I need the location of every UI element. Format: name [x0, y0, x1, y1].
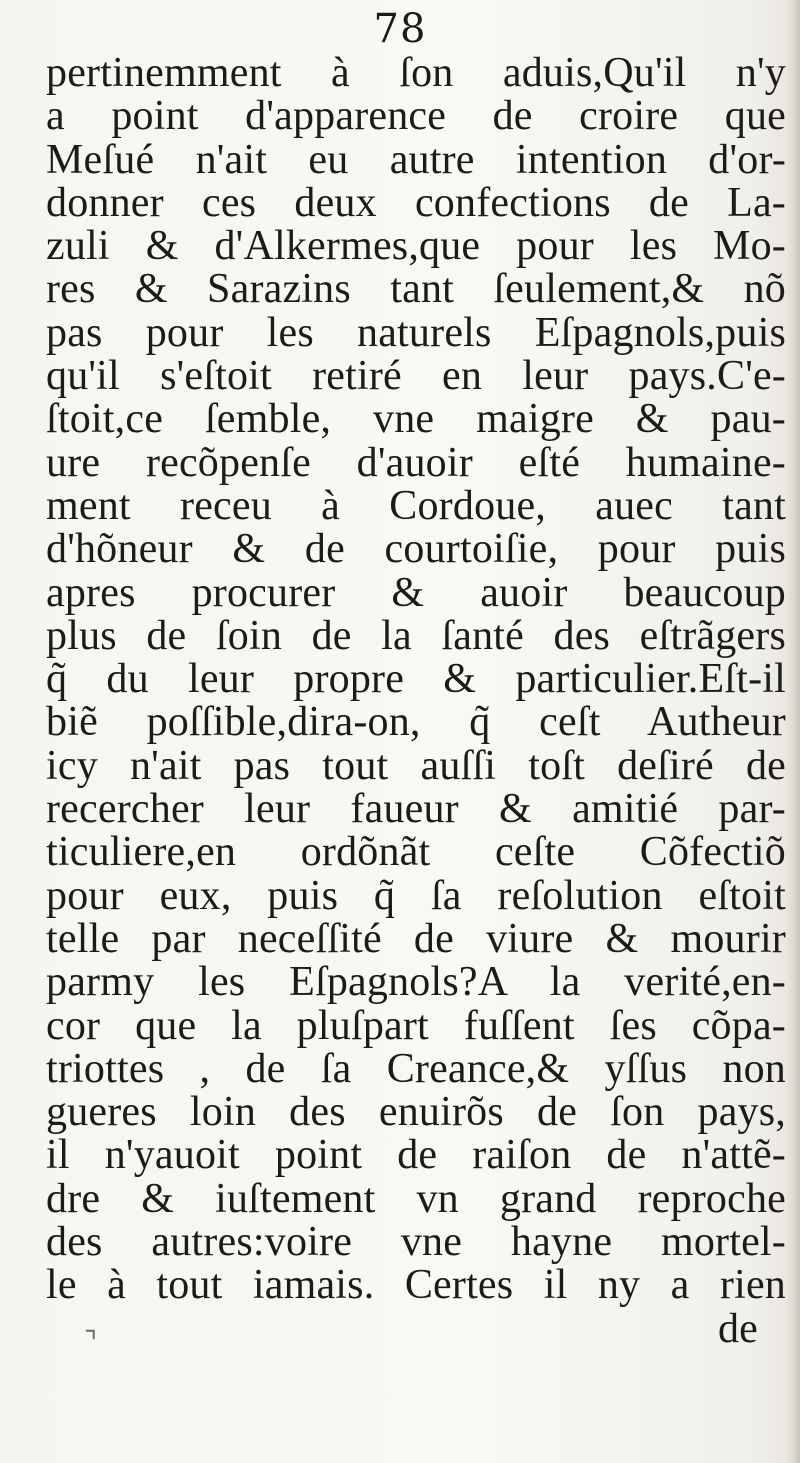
- page-body-text: [46, 52, 786, 1351]
- text-line: des autres:voire vne hayne mortel-: [46, 1221, 786, 1265]
- text-line: a point d'apparence de croire que: [46, 95, 786, 139]
- page-number: 78: [373, 6, 427, 52]
- text-line: le à tout iamais. Certes il ny a rien: [46, 1264, 786, 1308]
- text-line: dre & iuſtement vn grand reproche: [46, 1177, 786, 1222]
- text-line: recercher leur faueur & amitié par-: [46, 788, 786, 832]
- text-line: pertinemment à ſon aduis,Qu'il n'y: [46, 52, 786, 96]
- page-edge-shadow: [786, 0, 800, 1463]
- text-line: plus de ſoin de la ſanté des eſtrãgers: [46, 614, 786, 659]
- text-line: ment receu à Cordoue, auec tant: [46, 484, 786, 529]
- text-line: donner ces deux confections de La-: [46, 181, 786, 226]
- text-line: Meſué n'ait eu autre intention d'or-: [46, 138, 786, 182]
- text-line: pas pour les naturels Eſpagnols,puis: [46, 311, 786, 356]
- text-line: biẽ poſſible,dira-on, q̃ ceſt Autheur: [46, 701, 786, 745]
- text-line: cor que la pluſpart fuſſent ſes cõpa-: [46, 1004, 786, 1048]
- catchword: de: [717, 1307, 758, 1351]
- text-line: res & Sarazins tant ſeulement,& nõ: [46, 268, 786, 312]
- pencil-mark: ⌝: [84, 1325, 98, 1358]
- text-line: il n'yauoit point de raiſon de n'attẽ-: [46, 1134, 786, 1178]
- text-line: d'hõneur & de courtoiſie, pour puis: [46, 528, 786, 572]
- text-line: ſtoit,ce ſemble, vne maigre & pau-: [46, 398, 786, 442]
- text-line: q̃ du leur propre & particulier.Eſt-il: [46, 658, 786, 702]
- text-line: triottes , de ſa Creance,& yſſus non: [46, 1047, 786, 1092]
- text-line: gueres loin des enuirõs de ſon pays,: [46, 1091, 786, 1135]
- text-line: ticuliere,en ordõnãt ceſte Cõfectiõ: [46, 831, 786, 875]
- text-line: qu'il s'eſtoit retiré en leur pays.C'e-: [46, 355, 786, 399]
- text-line: zuli & d'Alkermes,que pour les Mo-: [46, 225, 786, 269]
- text-line: telle par neceſſité de viure & mourir: [46, 917, 786, 962]
- text-line: pour eux, puis q̃ ſa reſolution eſtoit: [46, 874, 786, 918]
- text-line: ure recõpenſe d'auoir eſté humaine-: [46, 441, 786, 485]
- text-line: icy n'ait pas tout auſſi toſt deſiré de: [46, 744, 786, 789]
- text-line: apres procurer & auoir beaucoup: [46, 571, 786, 615]
- text-line: parmy les Eſpagnols?A la verité,en-: [46, 961, 786, 1005]
